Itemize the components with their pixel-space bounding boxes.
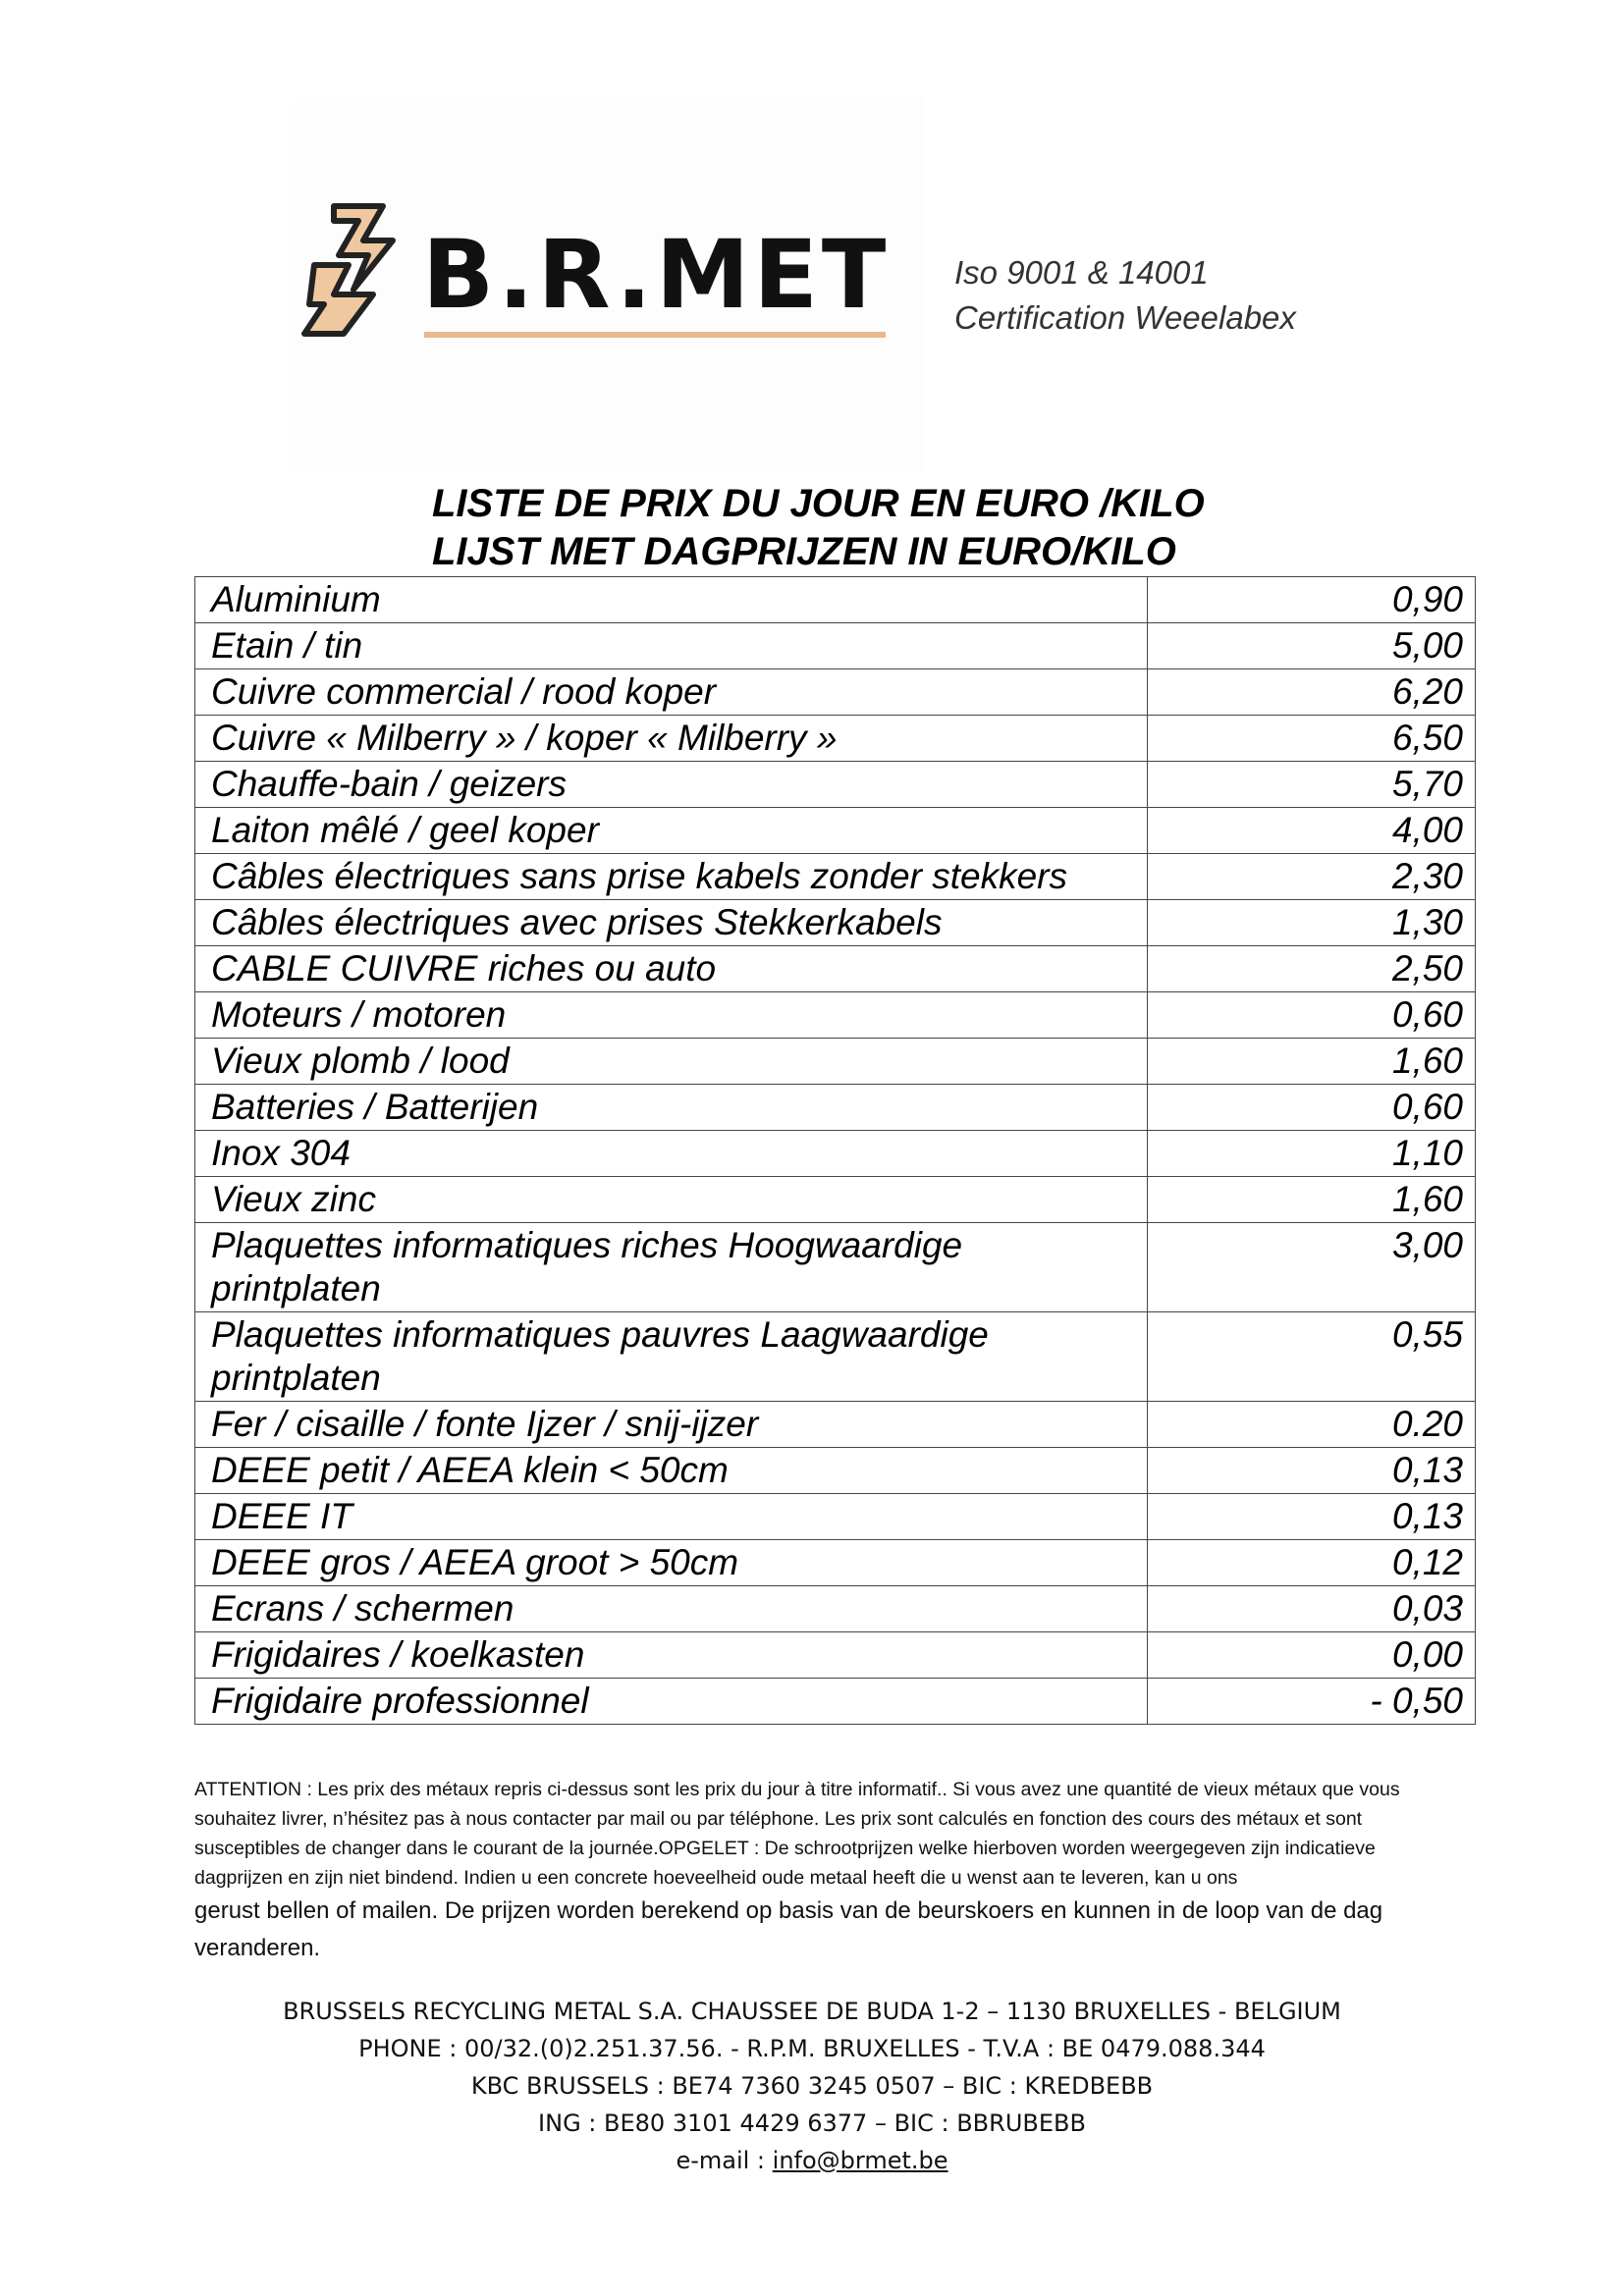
price-item-label: Aluminium xyxy=(195,577,1148,623)
price-item-label: DEEE gros / AEEA groot > 50cm xyxy=(195,1540,1148,1586)
price-item-value: 3,00 xyxy=(1148,1223,1476,1312)
cert-line-2: Certification Weeelabex xyxy=(954,299,1296,336)
footer-kbc: KBC BRUSSELS : BE74 7360 3245 0507 – BIC : KREDBEBB xyxy=(470,2072,1154,2100)
price-item-value: 0.20 xyxy=(1148,1402,1476,1448)
price-item-value: 0,55 xyxy=(1148,1312,1476,1402)
table-row xyxy=(195,669,1476,716)
price-item-label: Chauffe-bain / geizers xyxy=(195,762,1148,808)
email-label: e-mail : xyxy=(676,2147,773,2174)
price-item-label: Ecrans / schermen xyxy=(195,1586,1148,1632)
table-row xyxy=(195,946,1476,992)
table-row xyxy=(195,1632,1476,1679)
title-nl: LIJST MET DAGPRIJZEN IN EURO/KILO xyxy=(432,530,1176,573)
price-item-label: Laiton mêlé / geel koper xyxy=(195,808,1148,854)
price-item-label: Plaquettes informatiques pauvres Laagwaardige printplaten xyxy=(195,1312,1148,1402)
price-item-value: 0,13 xyxy=(1148,1448,1476,1494)
price-item-label: Etain / tin xyxy=(195,623,1148,669)
price-item-label: DEEE IT xyxy=(195,1494,1148,1540)
email-link[interactable]: info@brmet.be xyxy=(772,2147,948,2174)
price-item-value: - 0,50 xyxy=(1148,1679,1476,1725)
footer-address: BRUSSELS RECYCLING METAL S.A. CHAUSSEE DE BUDA 1-2 – 1130 BRUXELLES - BELGIUM xyxy=(283,1998,1341,2025)
price-item-label: Frigidaires / koelkasten xyxy=(195,1632,1148,1679)
price-item-label: Batteries / Batterijen xyxy=(195,1085,1148,1131)
price-item-value: 6,20 xyxy=(1148,669,1476,716)
price-item-label: Câbles électriques sans prise kabels zonder stekkers xyxy=(195,854,1148,900)
footer-phone: PHONE : 00/32.(0)2.251.37.56. - R.P.M. BRUXELLES - T.V.A : BE 0479.088.344 xyxy=(358,2035,1266,2062)
price-item-value: 0,03 xyxy=(1148,1586,1476,1632)
table-row xyxy=(195,1223,1476,1312)
certification-block xyxy=(954,250,1296,341)
price-item-value: 1,30 xyxy=(1148,900,1476,946)
table-row xyxy=(195,623,1476,669)
logo-underline xyxy=(424,332,886,338)
table-row xyxy=(195,1177,1476,1223)
price-item-value: 1,60 xyxy=(1148,1177,1476,1223)
price-item-label: Fer / cisaille / fonte Ijzer / snij-ijzer xyxy=(195,1402,1148,1448)
logo-wordmark: B.R.MET xyxy=(422,220,891,330)
table-row xyxy=(195,716,1476,762)
price-item-value: 0,12 xyxy=(1148,1540,1476,1586)
price-item-value: 1,60 xyxy=(1148,1039,1476,1085)
footer-ing: ING : BE80 3101 4429 6377 – BIC : BBRUBEBB xyxy=(538,2109,1086,2137)
price-item-label: Frigidaire professionnel xyxy=(195,1679,1148,1725)
table-row xyxy=(195,1586,1476,1632)
price-item-label: Câbles électriques avec prises Stekkerkabels xyxy=(195,900,1148,946)
price-item-label: Inox 304 xyxy=(195,1131,1148,1177)
table-row xyxy=(195,1085,1476,1131)
price-item-label: Cuivre commercial / rood koper xyxy=(195,669,1148,716)
price-item-label: CABLE CUIVRE riches ou auto xyxy=(195,946,1148,992)
table-row xyxy=(195,1402,1476,1448)
price-item-value: 2,50 xyxy=(1148,946,1476,992)
price-item-value: 4,00 xyxy=(1148,808,1476,854)
table-row xyxy=(195,1312,1476,1402)
price-item-value: 6,50 xyxy=(1148,716,1476,762)
price-item-label: DEEE petit / AEEA klein < 50cm xyxy=(195,1448,1148,1494)
price-item-value: 0,00 xyxy=(1148,1632,1476,1679)
price-item-label: Plaquettes informatiques riches Hoogwaardige printplaten xyxy=(195,1223,1148,1312)
table-row xyxy=(195,1494,1476,1540)
notice-text-large: gerust bellen of mailen. De prijzen worden berekend op basis van de beurskoers en kunnen in de loop van de dag veranderen. xyxy=(194,1897,1383,1961)
price-table xyxy=(194,576,1476,1725)
table-row xyxy=(195,854,1476,900)
brmet-logo-icon xyxy=(295,196,412,344)
table-row xyxy=(195,1540,1476,1586)
company-footer xyxy=(0,1993,1624,2179)
footer-email-line xyxy=(0,2142,1624,2179)
table-row xyxy=(195,577,1476,623)
cert-line-1: Iso 9001 & 14001 xyxy=(954,254,1209,291)
table-row xyxy=(195,1131,1476,1177)
price-item-label: Cuivre « Milberry » / koper « Milberry » xyxy=(195,716,1148,762)
table-row xyxy=(195,1679,1476,1725)
table-row xyxy=(195,808,1476,854)
price-item-label: Vieux zinc xyxy=(195,1177,1148,1223)
notice-text-small: ATTENTION : Les prix des métaux repris ci-dessus sont les prix du jour à titre informatif.. Si vous avez une quantité de vieux métaux que vous souhaitez livrer, n’hésitez pas à nous contacter par mail ou par téléphone. Les prix sont calculés en fonction des cours des métaux et sont susceptibles de changer dans le courant de la journée.OPGELET : De schrootprijzen welke hierboven worden weergegeven zijn indicatieve dagprijzen en zijn niet bindend. Indien u een concrete hoeveelheid oude metaal heeft die u wenst aan te leveren, kan u ons xyxy=(194,1779,1400,1889)
notice xyxy=(194,1775,1461,1967)
price-item-value: 0,13 xyxy=(1148,1494,1476,1540)
price-item-value: 5,00 xyxy=(1148,623,1476,669)
table-row xyxy=(195,762,1476,808)
price-item-value: 0,60 xyxy=(1148,992,1476,1039)
price-item-value: 0,90 xyxy=(1148,577,1476,623)
table-row xyxy=(195,1448,1476,1494)
price-item-value: 5,70 xyxy=(1148,762,1476,808)
table-row xyxy=(195,992,1476,1039)
title-fr: LISTE DE PRIX DU JOUR EN EURO /KILO xyxy=(432,482,1205,525)
table-row xyxy=(195,1039,1476,1085)
price-item-value: 2,30 xyxy=(1148,854,1476,900)
price-item-label: Vieux plomb / lood xyxy=(195,1039,1148,1085)
price-item-value: 1,10 xyxy=(1148,1131,1476,1177)
price-item-value: 0,60 xyxy=(1148,1085,1476,1131)
table-row xyxy=(195,900,1476,946)
price-item-label: Moteurs / motoren xyxy=(195,992,1148,1039)
